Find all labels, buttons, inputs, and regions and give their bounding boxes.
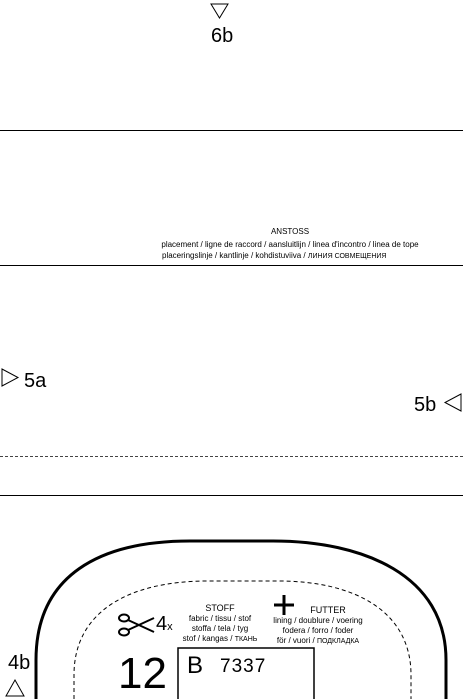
fabric-line-2: stoffa / tela / tyg — [191, 624, 249, 633]
lining-line-3-latin: för / vuori / — [276, 636, 315, 645]
cut-times-mark: x — [167, 621, 173, 633]
piece-number: 12 — [118, 649, 167, 698]
lining-line-3-cyrillic: ПОДКЛАДКА — [316, 638, 360, 645]
notch-label-5b: 5b — [414, 394, 437, 416]
fabric-line-3-latin: stof / kangas / — [182, 634, 233, 643]
notch-label-4b: 4b — [8, 652, 31, 674]
cut-count — [156, 613, 173, 638]
placement-line-2-latin: placeringslinje / kantlinje / kohdistuviiva / — [162, 251, 306, 260]
lining-line-1: lining / doublure / voering — [273, 616, 363, 625]
fabric-line-3 — [174, 634, 266, 645]
fabric-block — [174, 603, 266, 645]
pattern-code: 7337 — [220, 656, 267, 677]
fabric-line-3-cyrillic: ТКАНЬ — [234, 636, 258, 643]
lining-line-3 — [263, 636, 373, 647]
notch-triangle-icon — [445, 394, 461, 411]
placement-line-2 — [162, 251, 386, 262]
lining-block — [263, 605, 373, 647]
notch-triangle-icon — [2, 369, 18, 386]
placement-line-2-cyrillic: ЛИНИЯ СОВМЕЩЕНИЯ — [307, 253, 387, 260]
fabric-line-1: fabric / tissu / stof — [188, 614, 252, 623]
placement-line-1: placement / ligne de raccord / aansluitlijn / linea d'incontro / linea de tope — [161, 240, 419, 249]
size-letter: B — [187, 652, 204, 679]
lining-heading: FUTTER — [310, 605, 346, 615]
notch-label-6b: 6b — [211, 25, 234, 47]
lining-line-2: fodera / forro / foder — [282, 626, 354, 635]
notch-triangle-icon — [6, 680, 24, 696]
placement-heading: ANSTOSS — [270, 227, 310, 236]
fabric-heading: STOFF — [205, 603, 235, 613]
scissors-icon — [119, 615, 154, 636]
notch-label-5a: 5a — [24, 370, 47, 392]
cut-count-number: 4 — [156, 613, 168, 635]
notch-triangle-icon — [211, 4, 228, 18]
